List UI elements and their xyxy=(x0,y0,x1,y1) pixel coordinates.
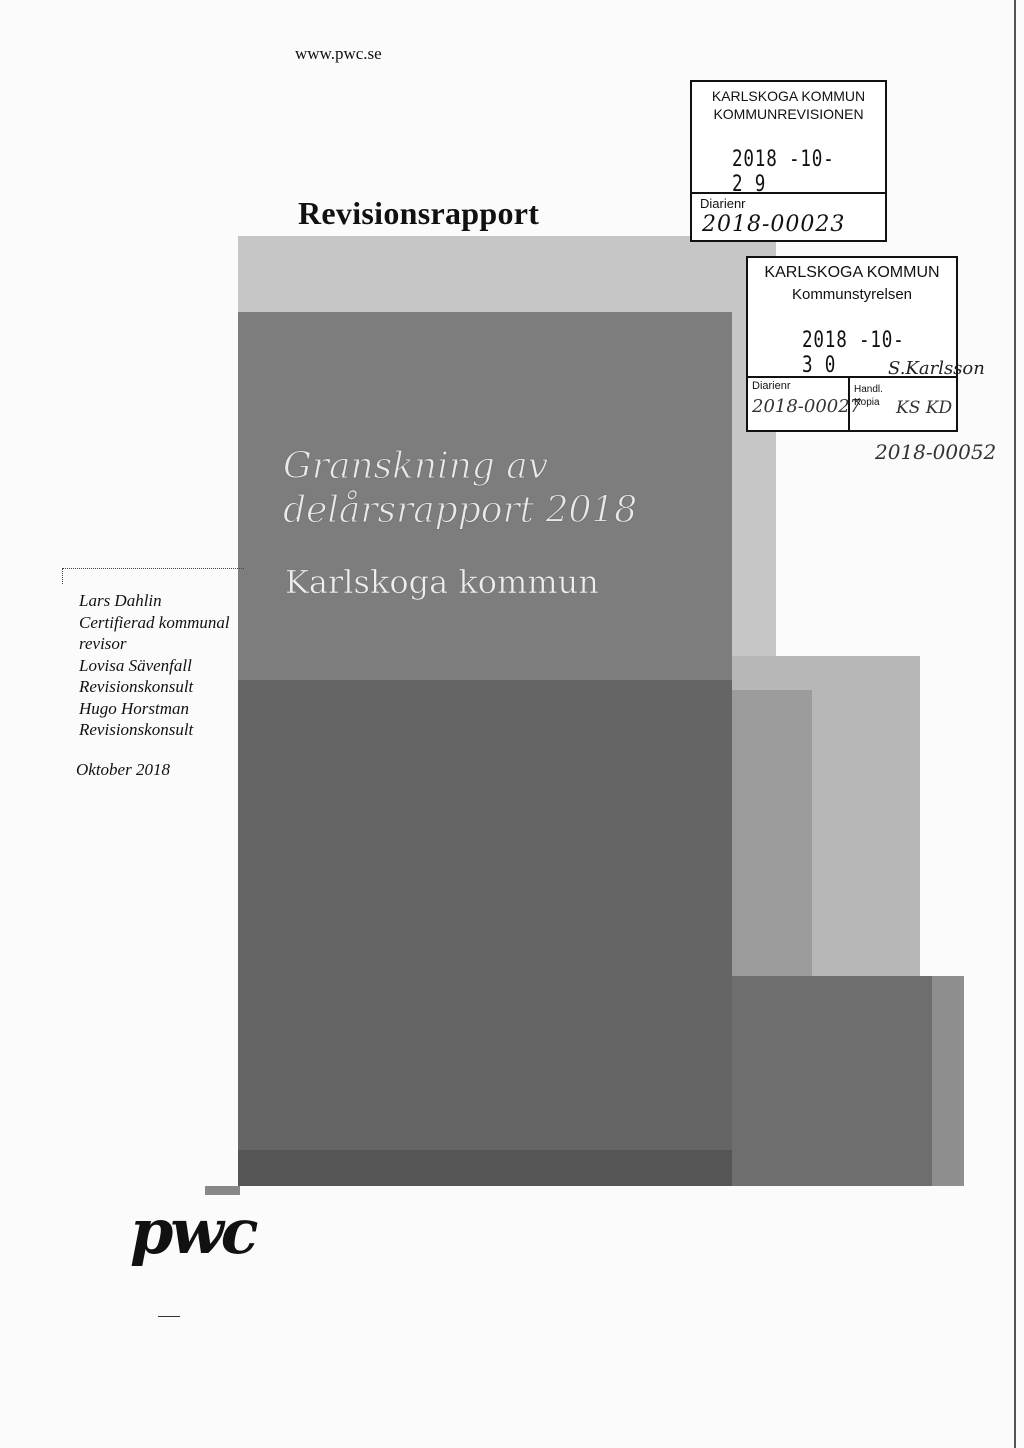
handwritten-reference-number: 2018-00052 xyxy=(875,440,997,464)
cover-title xyxy=(283,445,637,533)
stamp-diarienr-handwritten: 2018-00023 xyxy=(702,212,846,237)
website-url: www.pwc.se xyxy=(295,44,382,63)
author-name: Lars Dahlin xyxy=(79,591,162,610)
author-name: Lovisa Sävenfall xyxy=(79,655,192,675)
cover-block-base xyxy=(238,1150,732,1186)
cover-municipality: Karlskoga kommun xyxy=(285,563,599,601)
stamp-diarienr-label: Diarienr xyxy=(752,380,791,392)
report-date: Oktober 2018 xyxy=(76,760,170,779)
footer-dash xyxy=(158,1316,180,1317)
author-name: Hugo Horstman xyxy=(79,698,190,718)
page-edge-rule xyxy=(1014,0,1016,1448)
stamp-divider xyxy=(692,192,885,194)
logo-accent-bar xyxy=(205,1186,240,1195)
stamp-kopia-label: Kopia xyxy=(854,397,880,408)
author-role: revisor xyxy=(79,634,127,653)
author-role: Certifierad kommunal xyxy=(79,612,230,632)
authors-list xyxy=(79,590,230,741)
cover-block-right-mid xyxy=(732,690,812,990)
stamp-handl-label: Handl. xyxy=(854,384,883,395)
received-stamp-kommunstyrelsen xyxy=(746,256,985,432)
stamp-date: 2018 -10- 2 9 xyxy=(732,147,835,197)
report-type-title: Revisionsrapport xyxy=(298,195,540,231)
cover-title-line2: delårsrapport 2018 xyxy=(283,490,638,531)
stamp-org: KARLSKOGA KOMMUN xyxy=(764,264,940,281)
stamp-diarienr-label: Diarienr xyxy=(700,196,746,211)
pwc-logo: pwc xyxy=(130,1195,256,1268)
handwritten-initials: KS KD xyxy=(896,398,953,418)
author-dotted-rule-vertical xyxy=(62,568,63,584)
handwritten-signature: S.Karlsson xyxy=(888,358,985,379)
author-role: Revisionskonsult xyxy=(79,677,194,696)
cover-title-line1: Granskning av xyxy=(283,446,549,487)
stamp-unit: Kommunstyrelsen xyxy=(791,286,913,303)
cover-block-bottom-right-dark xyxy=(732,976,932,1186)
author-role: Revisionskonsult xyxy=(79,720,194,739)
stamp-org: KARLSKOGA KOMMUN xyxy=(711,88,866,104)
stamp-unit: KOMMUNREVISIONEN xyxy=(713,106,864,122)
stamp-diarienr-handwritten: 2018-00027 xyxy=(752,396,862,417)
stamp-date: 2018 -10- 3 0 xyxy=(802,328,905,378)
author-dotted-rule xyxy=(62,568,244,569)
received-stamp-kommunrevisionen xyxy=(690,80,887,242)
cover-block-dark xyxy=(238,680,732,1185)
